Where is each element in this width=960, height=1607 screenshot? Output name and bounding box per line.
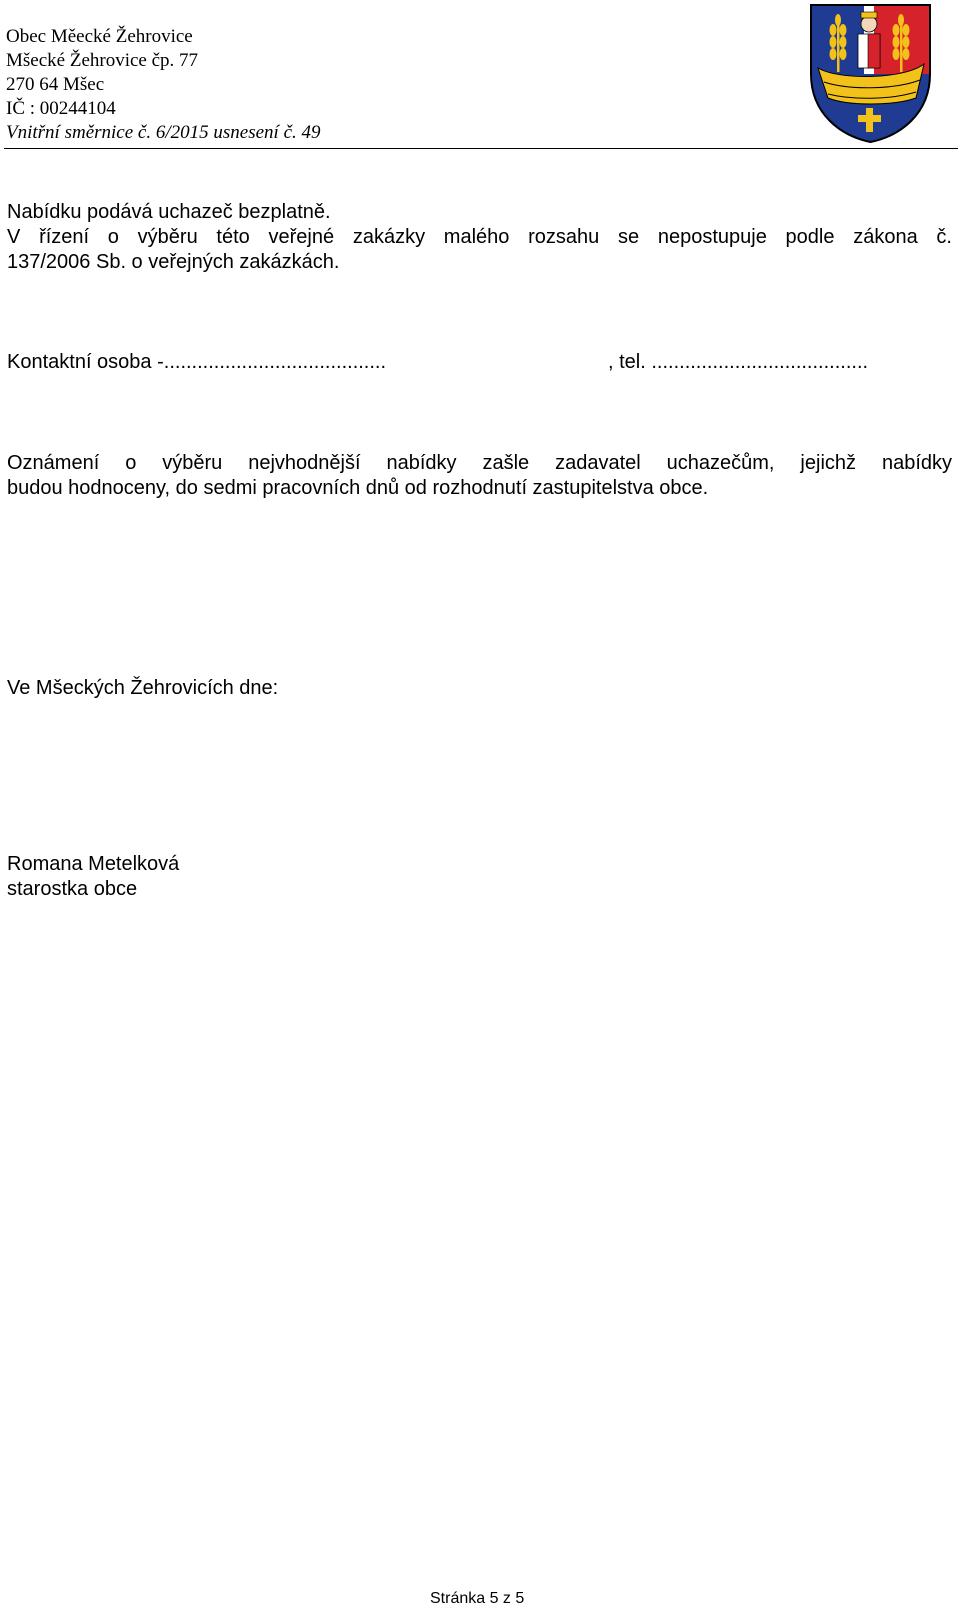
document-header xyxy=(0,0,960,150)
notification-paragraph xyxy=(7,451,952,501)
address-city: 270 64 Mšec xyxy=(6,74,105,95)
municipality-name: Obec Měecké Žehrovice xyxy=(6,26,193,47)
offer-line-2: V řízení o výběru této veřejné zakázky malého rozsahu se nepostupuje podle zákona č. xyxy=(7,226,952,248)
contact-person-label: Kontaktní osoba -........................................ xyxy=(7,351,387,373)
contact-line xyxy=(7,350,952,375)
place-and-date: Ve Mšeckých Žehrovicích dne: xyxy=(7,677,279,699)
signatory-name: Romana Metelková xyxy=(7,853,180,875)
address-street: Mšecké Žehrovice čp. 77 xyxy=(6,50,199,71)
offer-line-1: Nabídku podává uchazeč bezplatně. xyxy=(7,201,331,223)
page-number: Stránka 5 z 5 xyxy=(430,1590,525,1607)
municipality-address xyxy=(6,25,321,145)
notification-line-1: Oznámení o výběru nejvhodnější nabídky zašle zadavatel uchazečům, jejichž nabídky xyxy=(7,452,952,474)
offer-line-3: 137/2006 Sb. o veřejných zakázkách. xyxy=(7,251,340,273)
header-divider xyxy=(4,148,958,149)
signatory-title: starostka obce xyxy=(7,878,138,900)
coat-of-arms-icon xyxy=(808,2,933,144)
contact-phone-label: , tel. ....................................... xyxy=(608,351,869,373)
signature-block xyxy=(7,852,179,902)
directive-reference: Vnitřní směrnice č. 6/2015 usnesení č. 49 xyxy=(6,122,321,143)
offer-paragraph xyxy=(7,200,952,275)
notification-line-2: budou hodnoceny, do sedmi pracovních dnů od rozhodnutí zastupitelstva obce. xyxy=(7,477,709,499)
company-id: IČ : 00244104 xyxy=(6,98,116,119)
